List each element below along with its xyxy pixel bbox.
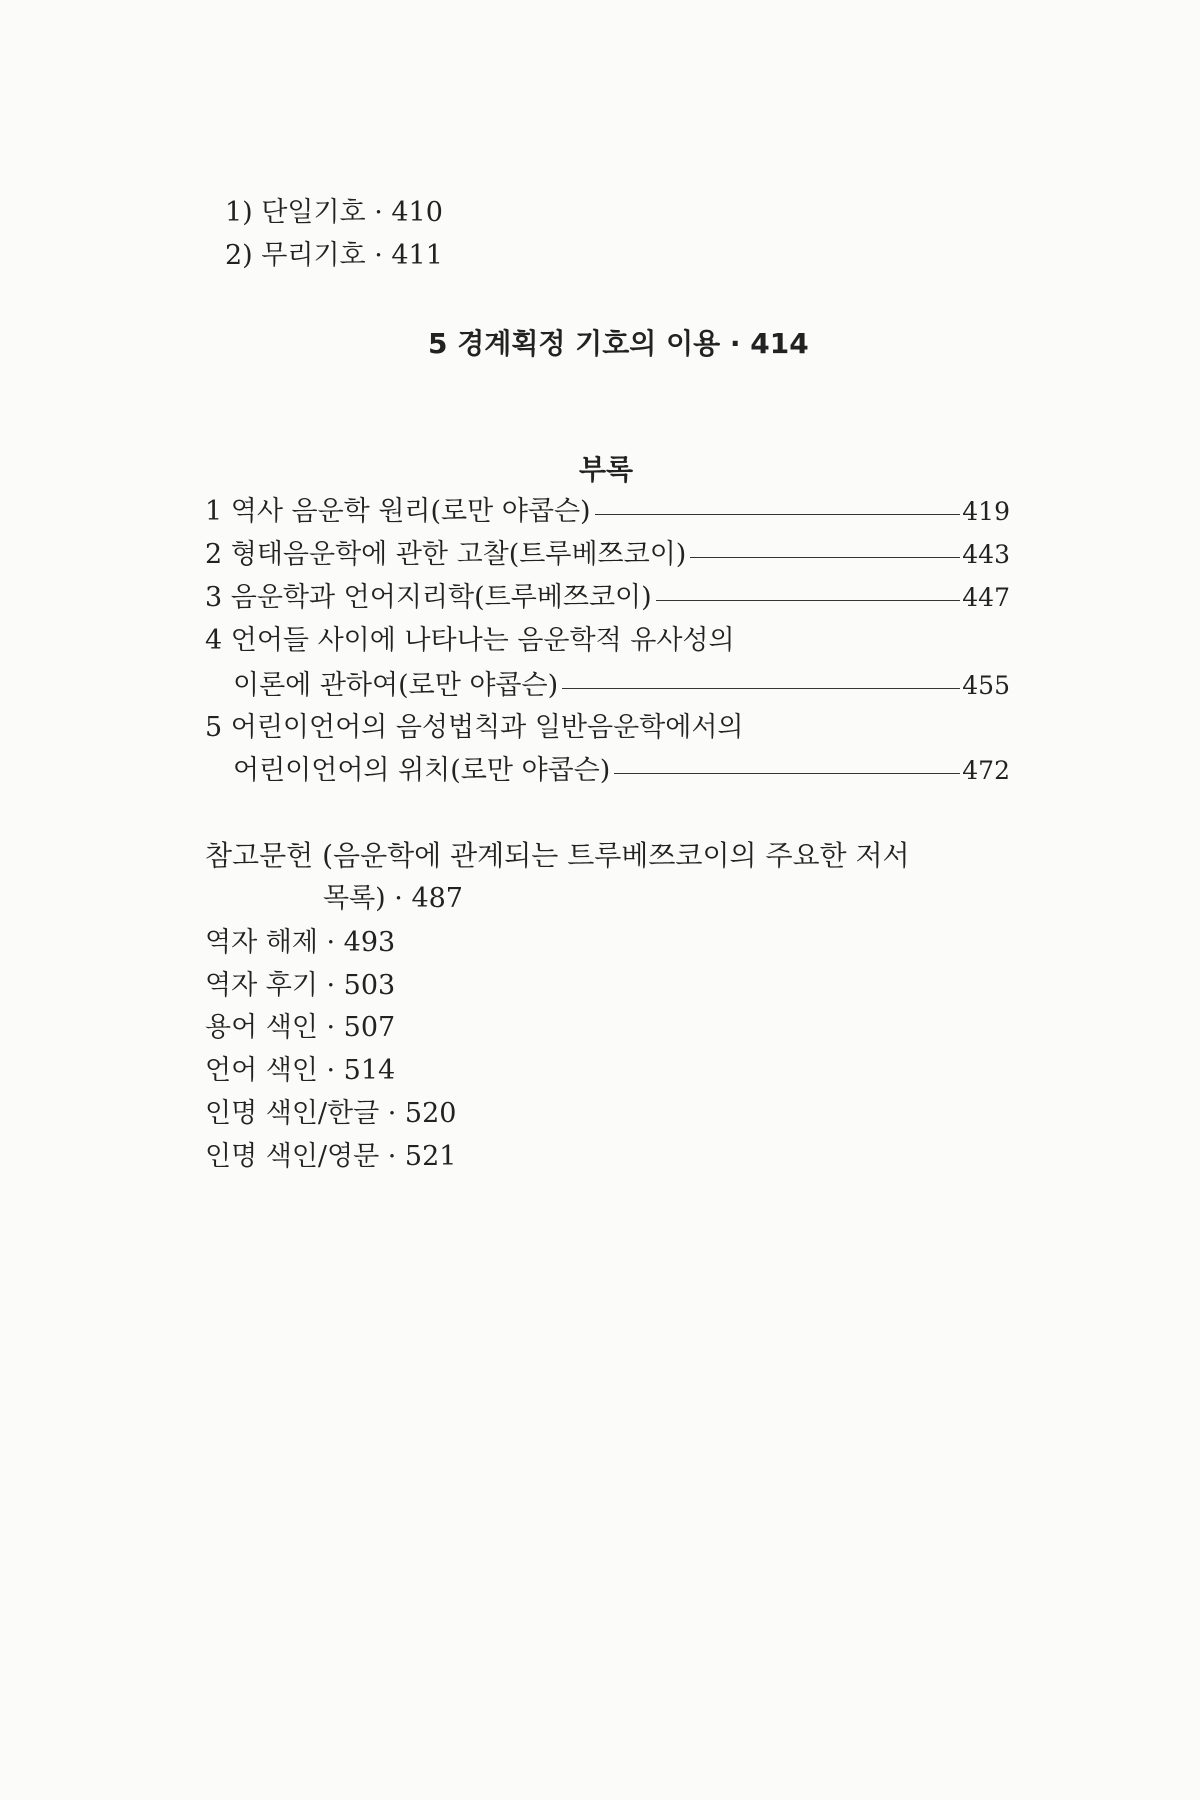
appendix-entry-page: 472 <box>962 756 1010 785</box>
leader-line <box>690 557 960 558</box>
appendix-entry-1[interactable] <box>205 494 1010 530</box>
toc-sub-item-1[interactable]: 1) 단일기호 · 410 <box>225 197 443 228</box>
appendix-entry-2[interactable] <box>205 537 1010 573</box>
bibliography-line-2[interactable]: 목록) · 487 <box>323 883 463 914</box>
appendix-entry-page: 447 <box>962 583 1010 612</box>
toc-section-5[interactable]: 5 경계획정 기호의 이용 · 414 <box>428 327 809 360</box>
appendix-entry-4-line1[interactable]: 4 언어들 사이에 나타나는 음운학적 유사성의 <box>205 625 735 656</box>
appendix-entry-5-line1[interactable]: 5 어린이언어의 음성법칙과 일반음운학에서의 <box>205 712 744 743</box>
appendix-entry-3[interactable] <box>205 580 1010 616</box>
bibliography-line-1[interactable]: 참고문헌 (음운학에 관계되는 트루베쯔코이의 주요한 저서 <box>205 839 910 872</box>
appendix-title: 부록 <box>579 453 634 486</box>
appendix-entry-5[interactable] <box>233 753 1010 789</box>
appendix-entry-title: 이론에 관하여(로만 야콥슨) <box>233 670 559 701</box>
leader-line <box>656 600 961 601</box>
back-matter-item-5[interactable]: 인명 색인/한글 · 520 <box>205 1098 457 1129</box>
back-matter-item-3[interactable]: 용어 색인 · 507 <box>205 1012 396 1043</box>
appendix-entry-title: 2 형태음운학에 관한 고찰(트루베쯔코이) <box>205 539 687 570</box>
appendix-entry-page: 443 <box>962 540 1010 569</box>
leader-line <box>562 688 960 689</box>
appendix-entry-page: 419 <box>962 497 1010 526</box>
toc-sub-item-2[interactable]: 2) 무리기호 · 411 <box>225 240 443 271</box>
leader-line <box>595 514 961 515</box>
back-matter-item-2[interactable]: 역자 후기 · 503 <box>205 970 396 1001</box>
appendix-entry-4[interactable] <box>233 668 1010 704</box>
leader-line <box>614 773 960 774</box>
appendix-entry-title: 어린이언어의 위치(로만 야콥슨) <box>233 755 611 786</box>
back-matter-item-1[interactable]: 역자 해제 · 493 <box>205 927 396 958</box>
appendix-entry-page: 455 <box>962 671 1010 700</box>
back-matter-item-4[interactable]: 언어 색인 · 514 <box>205 1055 396 1086</box>
appendix-entry-title: 1 역사 음운학 원리(로만 야콥슨) <box>205 496 591 527</box>
back-matter-item-6[interactable]: 인명 색인/영문 · 521 <box>205 1141 457 1172</box>
appendix-entry-title: 3 음운학과 언어지리학(트루베쯔코이) <box>205 582 652 613</box>
